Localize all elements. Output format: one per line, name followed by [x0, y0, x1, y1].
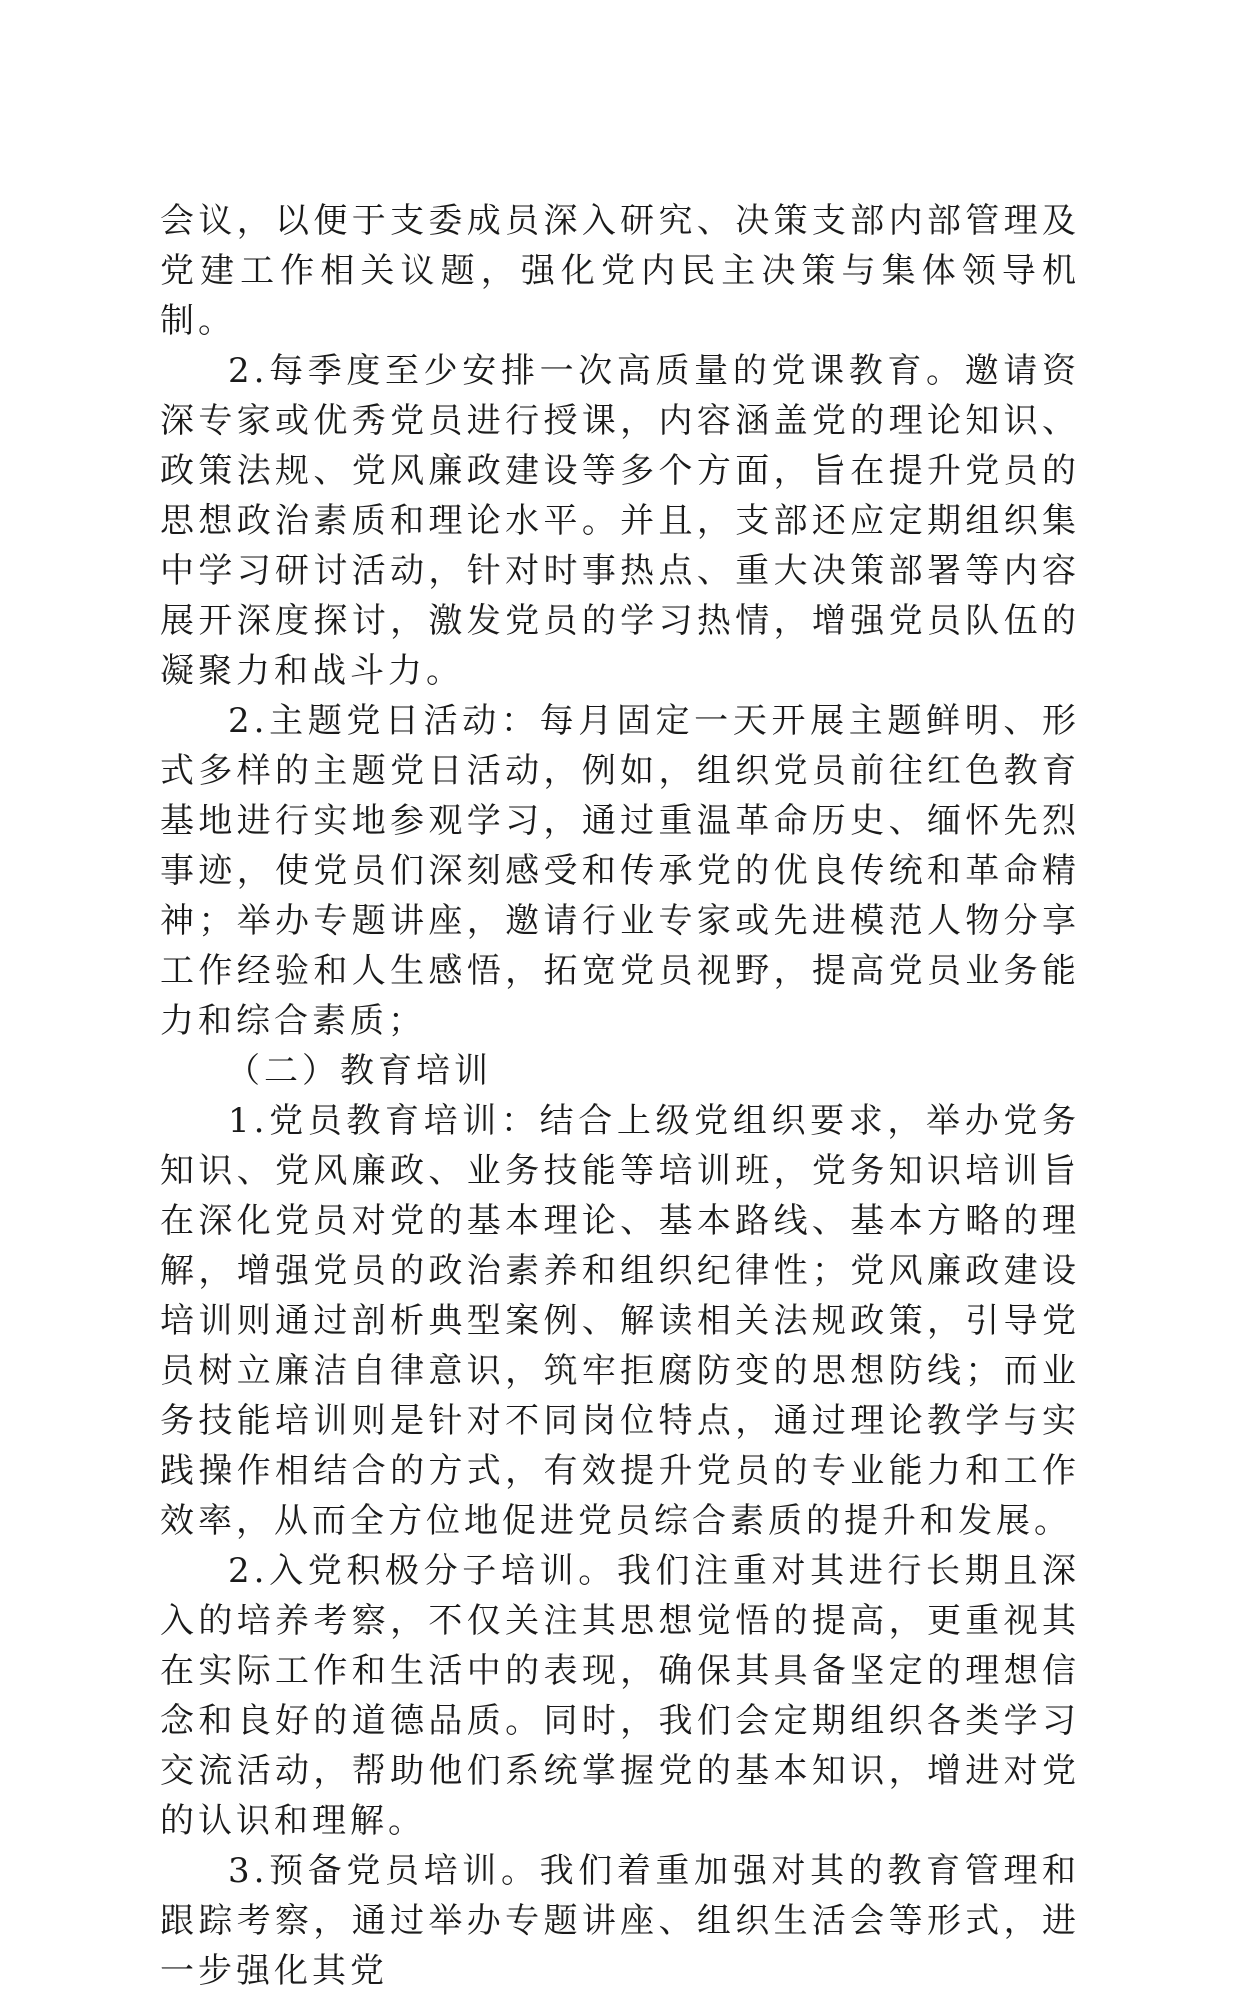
paragraph-probationary-training: 3.预备党员培训。我们着重加强对其的教育管理和跟踪考察，通过举办专题讲座、组织生活会等形式，进一步强化其党: [160, 1851, 1080, 1991]
paragraph-theme-day: 2.主题党日活动：每月固定一天开展主题鲜明、形式多样的主题党日活动，例如，组织党员前往红色教育基地进行实地参观学习，通过重温革命历史、缅怀先烈事迹，使党员们深刻感受和传承党的优良传统和革命精神；举办专题讲座，邀请行业专家或先进模范人物分享工作经验和人生感悟，拓宽党员视野，提高党员业务能力和综合素质；: [160, 701, 1080, 1041]
paragraph-meeting-continuation: 会议，以便于支委成员深入研究、决策支部内部管理及党建工作相关议题，强化党内民主决策与集体领导机制。: [160, 201, 1080, 341]
paragraph-party-lecture: 2.每季度至少安排一次高质量的党课教育。邀请资深专家或优秀党员进行授课，内容涵盖党的理论知识、政策法规、党风廉政建设等多个方面，旨在提升党员的思想政治素质和理论水平。并且，支部还应定期组织集中学习研讨活动，针对时事热点、重大决策部署等内容展开深度探讨，激发党员的学习热情，增强党员队伍的凝聚力和战斗力。: [160, 351, 1080, 691]
paragraph-member-training: 1.党员教育培训：结合上级党组织要求，举办党务知识、党风廉政、业务技能等培训班，党务知识培训旨在深化党员对党的基本理论、基本路线、基本方略的理解，增强党员的政治素养和组织纪律性；党风廉政建设培训则通过剖析典型案例、解读相关法规政策，引导党员树立廉洁自律意识，筑牢拒腐防变的思想防线；而业务技能培训则是针对不同岗位特点，通过理论教学与实践操作相结合的方式，有效提升党员的专业能力和工作效率，从而全方位地促进党员综合素质的提升和发展。: [160, 1101, 1080, 1541]
section-heading-education-training: （二）教育培训: [226, 1051, 492, 1091]
paragraph-activist-training: 2.入党积极分子培训。我们注重对其进行长期且深入的培养考察，不仅关注其思想觉悟的提高，更重视其在实际工作和生活中的表现，确保其具备坚定的理想信念和良好的道德品质。同时，我们会定期组织各类学习交流活动，帮助他们系统掌握党的基本知识，增进对党的认识和理解。: [160, 1551, 1080, 1841]
document-page: [160, 196, 1080, 1996]
